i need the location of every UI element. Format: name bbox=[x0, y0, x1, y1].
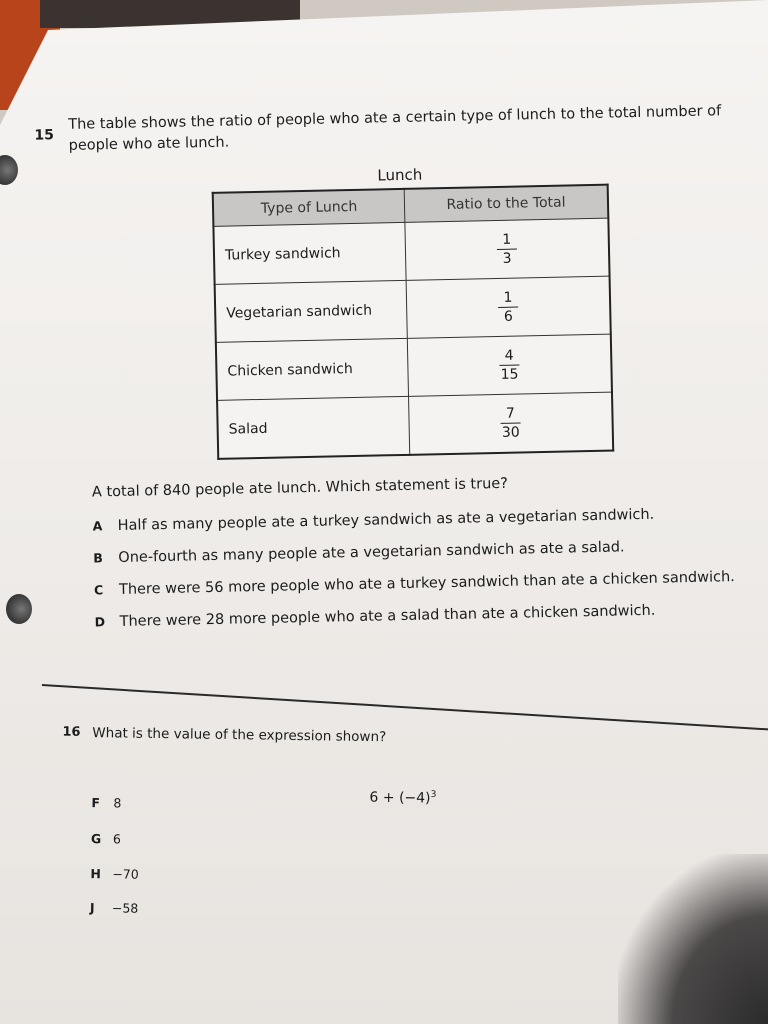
choice-text: 8 bbox=[113, 795, 122, 811]
math-expression bbox=[369, 789, 436, 807]
choice-text: Half as many people ate a turkey sandwich as ate a vegetarian sandwich. bbox=[117, 506, 655, 534]
numerator: 1 bbox=[502, 231, 512, 248]
choice-text: −70 bbox=[112, 866, 139, 882]
choice-letter: D bbox=[94, 614, 106, 630]
question-prompt: What is the value of the expression shown? bbox=[92, 725, 387, 746]
answer-choice-g[interactable] bbox=[91, 831, 121, 846]
answer-choice-f[interactable] bbox=[91, 795, 121, 810]
denominator: 15 bbox=[500, 366, 519, 383]
denominator: 30 bbox=[501, 424, 520, 441]
ratio-fraction bbox=[497, 232, 518, 267]
question-16 bbox=[0, 656, 768, 967]
choice-letter: G bbox=[90, 831, 102, 847]
choice-letter: C bbox=[93, 582, 104, 598]
choice-text: One-fourth as many people ate a vegetarian sandwich as ate a salad. bbox=[118, 539, 625, 566]
question-number: 16 bbox=[62, 724, 81, 740]
column-header: Ratio to the Total bbox=[404, 185, 608, 223]
question-prompt: The table shows the ratio of people who ate a certain type of lunch to the total number of people who ate lunch. bbox=[68, 103, 722, 154]
numerator: 7 bbox=[505, 405, 516, 422]
answer-choice-d[interactable] bbox=[95, 603, 656, 631]
question-number: 15 bbox=[34, 127, 55, 144]
ratio-fraction bbox=[500, 406, 521, 441]
lunch-table bbox=[212, 184, 615, 460]
answer-choice-c[interactable] bbox=[94, 569, 735, 598]
choice-letter: B bbox=[93, 550, 104, 566]
choice-text: There were 56 more people who ate a turkey sandwich than ate a chicken sandwich. bbox=[118, 569, 735, 598]
column-header: Type of Lunch bbox=[213, 189, 405, 227]
answer-choice-b[interactable] bbox=[93, 539, 625, 566]
choice-letter: A bbox=[92, 518, 103, 534]
choice-letter: J bbox=[89, 900, 95, 916]
expression-exponent: 3 bbox=[430, 789, 437, 800]
answer-choice-j[interactable] bbox=[90, 900, 139, 916]
ratio-fraction bbox=[498, 290, 519, 325]
choice-text: −58 bbox=[111, 900, 139, 916]
question-stem: A total of 840 people ate lunch. Which statement is true? bbox=[91, 475, 509, 501]
answer-choice-a[interactable] bbox=[93, 507, 655, 535]
lunch-type: Chicken sandwich bbox=[216, 338, 409, 400]
choice-letter: F bbox=[91, 795, 101, 811]
expression-base: 6 + (−4) bbox=[369, 789, 431, 807]
lunch-type: Salad bbox=[217, 396, 410, 458]
lunch-type: Turkey sandwich bbox=[213, 222, 406, 284]
table-row bbox=[217, 392, 613, 459]
table-row bbox=[216, 334, 612, 400]
choice-text: 6 bbox=[112, 831, 121, 847]
choice-text: There were 28 more people who ate a salad than ate a chicken sandwich. bbox=[119, 602, 656, 630]
table-row bbox=[213, 218, 609, 284]
denominator: 6 bbox=[503, 308, 513, 325]
ratio-fraction bbox=[499, 348, 520, 383]
table-title: Lunch bbox=[377, 165, 423, 185]
numerator: 1 bbox=[503, 289, 513, 306]
numerator: 4 bbox=[504, 347, 514, 364]
lunch-type: Vegetarian sandwich bbox=[215, 280, 408, 342]
table-row bbox=[215, 276, 611, 342]
denominator: 3 bbox=[502, 250, 512, 267]
answer-choice-h[interactable] bbox=[90, 866, 139, 882]
choice-letter: H bbox=[90, 866, 101, 882]
